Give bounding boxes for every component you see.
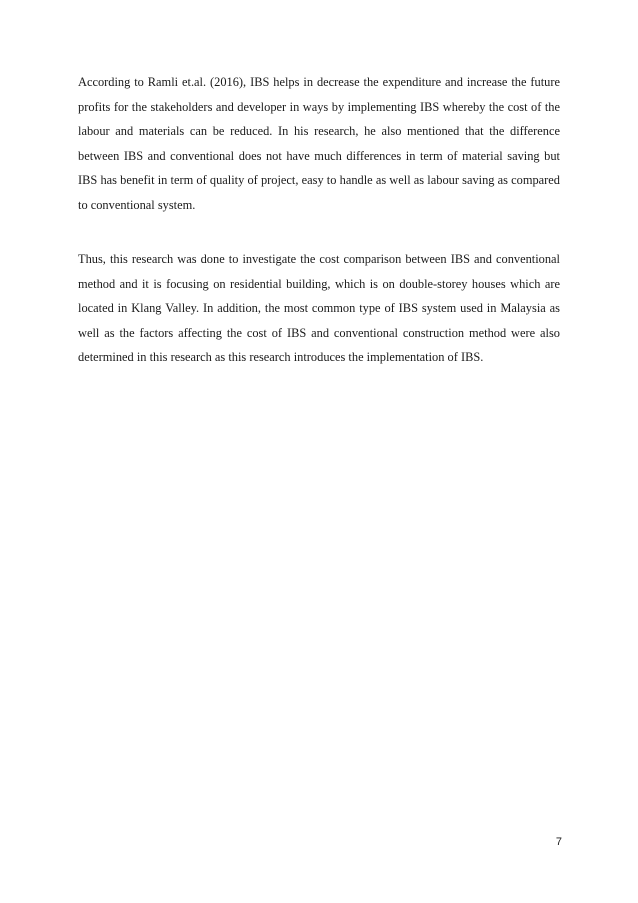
- page-number: 7: [555, 836, 562, 848]
- body-paragraph: Thus, this research was done to investigate the cost comparison between IBS and conventional method and it is focusing on residential building, which is on double-storey houses which are located in Klang Valley. In addition, the most common type of IBS system used in Malaysia as well as the factors affecting the cost of IBS and conventional construction method were also determined in this research as this research introduces the implementation of IBS.: [78, 252, 560, 365]
- body-paragraph: According to Ramli et.al. (2016), IBS helps in decrease the expenditure and increase the future profits for the stakeholders and developer in ways by implementing IBS whereby the cost of the labour and materials can be reduced. In his research, he also mentioned that the difference between IBS and conventional does not have much differences in term of material saving but IBS has benefit in term of quality of project, easy to handle as well as labour saving as compared to conventional system.: [78, 75, 560, 212]
